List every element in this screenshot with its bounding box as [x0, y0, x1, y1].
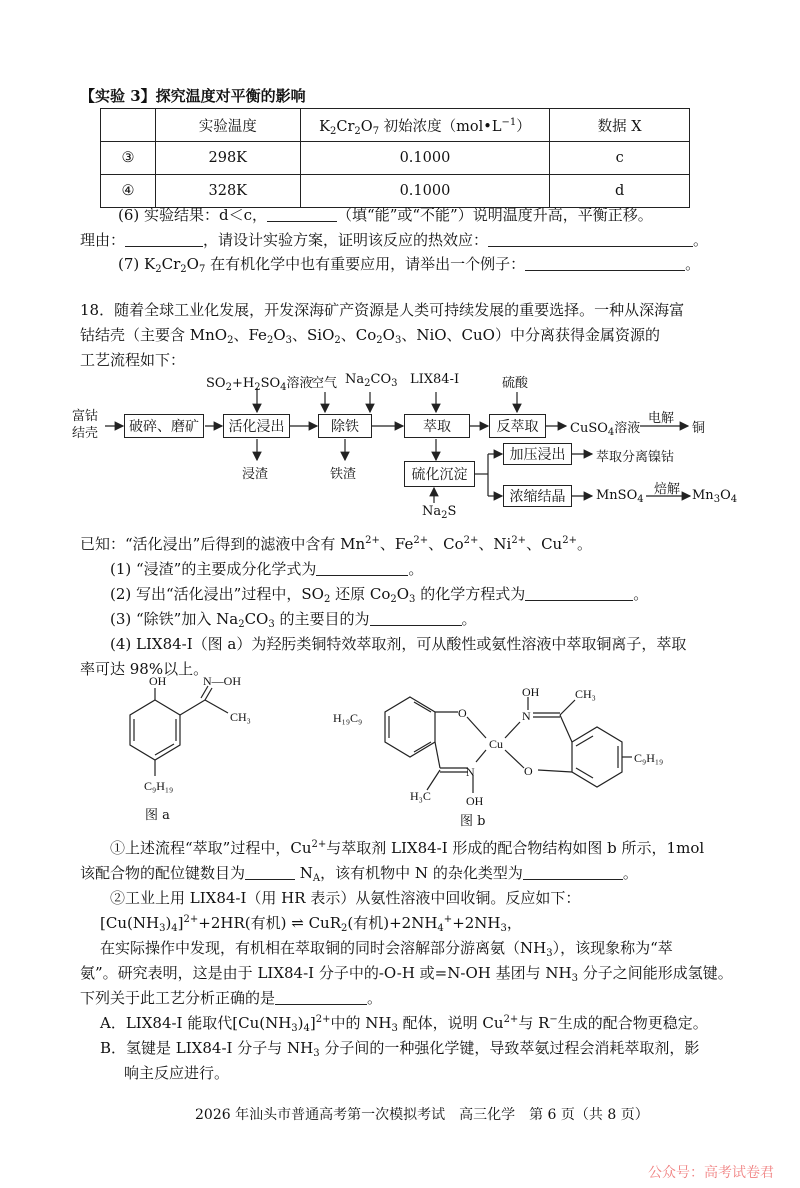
flow-reagent-air: 空气 — [311, 376, 338, 391]
page-footer: 2026 年汕头市普通高考第一次模拟考试 高三化学 第 6 页（共 8 页） — [195, 1107, 649, 1123]
answer-blank[interactable] — [245, 866, 295, 880]
label-ch3-right: CH₃ — [575, 687, 596, 701]
label-ch3: CH₃ — [230, 710, 251, 724]
flow-cuso4: CuSO$_4$溶液 — [570, 421, 641, 438]
flow-waste-leach: 浸渣 — [242, 467, 269, 482]
label-noh: N—OH — [203, 674, 241, 688]
flow-waste-iron: 铁渣 — [330, 467, 357, 482]
flow-box-crystallize: 浓缩结晶 — [503, 485, 572, 507]
flow-box-back-extraction: 反萃取 — [489, 414, 546, 438]
q18-sub3: (3) “除铁”加入 $Na_2CO_3$ 的主要目的为 。 — [110, 610, 477, 630]
table-cell: ③ — [101, 142, 156, 175]
q18-p1: 在实际操作中发现，有机相在萃取铜的同时会溶解部分游离氨$(NH_3)$，该现象称为“萃 — [100, 939, 673, 959]
q18-sub4b: 率可达 98%以上。 — [80, 660, 209, 678]
flow-box-iron-removal: 除铁 — [318, 414, 372, 438]
flow-feed-label: 富钴 结壳 — [72, 409, 99, 441]
table-header-cell: 数据 X — [550, 109, 690, 142]
label-h3c: H₃C — [410, 789, 431, 803]
flow-box-leach: 活化浸出 — [223, 414, 290, 438]
q18-intro-1: 18．随着全球工业化发展，开发深海矿产资源是人类可持续发展的重要选择。一种从深海富 — [80, 301, 685, 319]
table-cell: 328K — [155, 175, 300, 208]
table-cell: ④ — [101, 175, 156, 208]
q18-sub2: (2) 写出“活化浸出”过程中，$SO_2$ 还原 $Co_2O_3$ 的化学方程式为 。 — [110, 585, 649, 605]
flow-mn3o4: $Mn_3O_4$ — [692, 488, 738, 505]
answer-blank[interactable] — [523, 866, 623, 880]
table-cell: 0.1000 — [300, 142, 550, 175]
q18-sub1: (1) “浸渣”的主要成分化学式为 。 — [110, 560, 424, 578]
label-n-left: N — [466, 765, 475, 779]
flow-reagent-na2s: $Na_2S$ — [422, 504, 457, 521]
q18-intro-3: 工艺流程如下： — [80, 351, 186, 369]
table-header-cell: $K_2Cr_2O_7$ 初始浓度$(mol•L^{-1})$ — [300, 109, 550, 142]
q18-s1b: 该配合物的配位键数目为 $N_A$，该有机物中 N 的杂化类型为 。 — [80, 864, 638, 884]
flow-box-pressure-leach: 加压浸出 — [503, 443, 572, 465]
label-c9h19-right: C₉H₁₉ — [634, 751, 664, 765]
q18-s1a: ①上述流程“萃取”过程中，$Cu^{2+}$与萃取剂 LIX84-I 形成的配合物结构如图 b 所示，1mol — [110, 839, 705, 857]
q18-known: 已知：“活化浸出”后得到的滤液中含有 $Mn^{2+}$、$Fe^{2+}$、$Co^{2+}$、$Ni^{2+}$、$Cu^{2+}$。 — [80, 535, 592, 553]
label-c9h19-left: H₁₉C₉ — [333, 711, 363, 725]
label-c9h19: C₉H₁₉ — [144, 779, 174, 793]
flow-mnso4: MnSO$_4$ — [596, 488, 644, 505]
q18-equation: $[Cu(NH_3)_4]^{2+}+2HR$(有机) ⇌ CuR$_2$(有机)$+2NH_4^++2NH_3$， — [100, 914, 522, 934]
table-cell: d — [550, 175, 690, 208]
question-7: (7) $K_2Cr_2O_7$ 在有机化学中也有重要应用，请举出一个例子： 。 — [118, 255, 701, 275]
flow-reagent-lix: LIX84-I — [410, 372, 460, 387]
table-cell: 0.1000 — [300, 175, 550, 208]
q18-sub4a: (4) LIX84-I（图 a）为羟肟类铜特效萃取剂，可从酸性或氨性溶液中萃取铜离子，萃取 — [110, 635, 687, 653]
label-n-right: N — [522, 709, 531, 723]
flow-electrolysis: 电解 — [648, 411, 675, 426]
label-o-right: O — [524, 764, 533, 778]
q18-s1b-text: 该配合物的配位键数目为 — [80, 864, 246, 882]
q6-text-a: (6) 实验结果：d＜c， — [118, 206, 268, 224]
option-a[interactable]: A．LIX84-I 能取代$[Cu(NH_3)_4]^{2+}$中的 $NH_3$ 配体，说明 $Cu^{2+}$与 R−生成的配合物更稳定。 — [100, 1014, 708, 1034]
q6-reason-label: 理由： — [80, 231, 126, 249]
flow-copper: 铜 — [692, 421, 706, 436]
answer-blank[interactable] — [275, 991, 367, 1005]
label-oh: OH — [149, 674, 167, 688]
flow-box-grind: 破碎、磨矿 — [124, 414, 204, 438]
q18-p3: 下列关于此工艺分析正确的是 。 — [80, 989, 383, 1007]
q18-sub1-text: (1) “浸渣”的主要成分化学式为 — [110, 560, 317, 578]
option-b[interactable]: B．氢键是 LIX84-I 分子与 $NH_3$ 分子间的一种强化学键，导致萃氨过程会消耗萃取剂，影 — [100, 1039, 700, 1059]
table-cell: c — [550, 142, 690, 175]
q18-p2: 氨”。研究表明，这是由于 LIX84-I 分子中的-O-H 或=N-OH 基团与 $NH_3$ 分子之间能形成氢键。 — [80, 964, 733, 984]
table-cell: 298K — [155, 142, 300, 175]
label-oh-right: OH — [522, 685, 540, 699]
label-oh-left: OH — [466, 794, 484, 808]
label-o-left: O — [458, 706, 467, 720]
label-cu: Cu — [489, 737, 504, 751]
q18-s2: ②工业上用 LIX84-I（用 HR 表示）从氨性溶液中回收铜。反应如下： — [110, 889, 581, 907]
flow-reagent-leach: $SO_2+H_2SO_4$溶液 — [206, 376, 313, 393]
flow-box-sulfide: 硫化沉淀 — [404, 461, 475, 487]
table-header-cell: 实验温度 — [155, 109, 300, 142]
q7-text: (7) $K_2Cr_2O_7$ 在有机化学中也有重要应用，请举出一个例子： — [118, 255, 526, 275]
question-6-reason: 理由： ，请设计实验方案，证明该反应的热效应： 。 — [80, 231, 709, 249]
flow-box-extraction: 萃取 — [404, 414, 470, 438]
q6-text-b: （填“能”或“不能”）说明温度升高，平衡正移。 — [337, 206, 653, 224]
flow-coni: 萃取分离镍钴 — [596, 450, 675, 465]
watermark: 公众号：高考试卷君 — [648, 1165, 774, 1181]
figure-a-caption: 图 a — [145, 808, 170, 823]
option-b-cont: 响主反应进行。 — [124, 1064, 230, 1082]
q6-text-d: ，请设计实验方案，证明该反应的热效应： — [203, 231, 489, 249]
flow-reagent-na2co3: $Na_2CO_3$ — [345, 372, 398, 389]
figure-b-caption: 图 b — [460, 814, 486, 829]
exp3-title: 【实验 3】探究温度对平衡的影响 — [80, 87, 306, 105]
flow-reagent-acid: 硫酸 — [502, 376, 529, 391]
flow-roast: 焙解 — [654, 482, 681, 497]
q18-intro-2: 钴结壳（主要含 MnO$_2$、$Fe_2O_3$、SiO$_2$、$Co_2O_3$、NiO、CuO）中分离获得金属资源的 — [80, 326, 660, 346]
q18-p3-text: 下列关于此工艺分析正确的是 — [80, 989, 276, 1007]
